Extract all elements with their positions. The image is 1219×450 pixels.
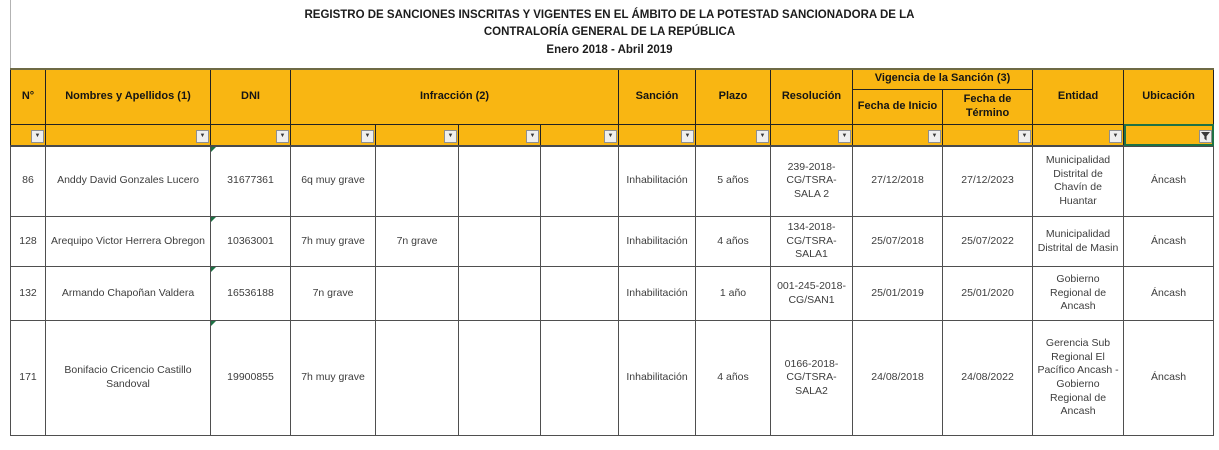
sanctions-table: [10, 68, 1214, 436]
filter-cell-dni[interactable]: [211, 124, 291, 146]
report-title-line1: REGISTRO DE SANCIONES INSCRITAS Y VIGENTES EN EL ÁMBITO DE LA POTESTAD SANCIONADORA DE LA: [304, 9, 915, 21]
cell-dni[interactable]: [211, 217, 291, 267]
cell-dni[interactable]: [211, 321, 291, 436]
filter-dropdown-button[interactable]: ▼: [196, 130, 209, 143]
cell-sancion[interactable]: Inhabilitación: [619, 267, 696, 321]
cell-dni[interactable]: [211, 146, 291, 217]
cell-plazo[interactable]: 5 años: [696, 146, 771, 217]
filter-cell-plazo[interactable]: [696, 124, 771, 146]
cell-infraccion-4[interactable]: [541, 146, 619, 217]
cell-numero[interactable]: 86: [11, 146, 46, 217]
cell-fecha-inicio[interactable]: 24/08/2018: [853, 321, 943, 436]
header-ubicacion: Ubicación: [1124, 69, 1214, 124]
cell-fecha-inicio[interactable]: 25/07/2018: [853, 217, 943, 267]
filter-cell-ubicacion-selected[interactable]: [1124, 124, 1214, 146]
filter-dropdown-button[interactable]: ▼: [756, 130, 769, 143]
filter-cell-fecha-termino[interactable]: [943, 124, 1033, 146]
filter-funnel-button[interactable]: [1199, 130, 1212, 143]
header-sancion: Sanción: [619, 69, 696, 124]
cell-entidad[interactable]: Gobierno Regional de Ancash: [1033, 267, 1124, 321]
cell-infraccion-1[interactable]: 7n grave: [291, 267, 376, 321]
autofilter-row: [11, 124, 1214, 146]
cell-resolucion[interactable]: 0166-2018-CG/TSRA-SALA2: [771, 321, 853, 436]
cell-entidad[interactable]: Municipalidad Distrital de Masin: [1033, 217, 1124, 267]
header-infraccion: Infracción (2): [291, 69, 619, 124]
cell-infraccion-3[interactable]: [459, 217, 541, 267]
cell-ubicacion[interactable]: Áncash: [1124, 146, 1214, 217]
cell-nombres[interactable]: Armando Chapoñan Valdera: [46, 267, 211, 321]
dni-value: 16536188: [227, 286, 274, 299]
cell-plazo[interactable]: 4 años: [696, 321, 771, 436]
filter-cell-infraccion-3[interactable]: [459, 124, 541, 146]
cell-infraccion-4[interactable]: [541, 267, 619, 321]
filter-dropdown-button[interactable]: ▼: [1018, 130, 1031, 143]
header-fecha-inicio: Fecha de Inicio: [853, 89, 943, 124]
cell-ubicacion[interactable]: Áncash: [1124, 267, 1214, 321]
filter-dropdown-button[interactable]: ▼: [838, 130, 851, 143]
cell-infraccion-3[interactable]: [459, 146, 541, 217]
cell-ubicacion[interactable]: Áncash: [1124, 217, 1214, 267]
filter-cell-fecha-inicio[interactable]: [853, 124, 943, 146]
cell-entidad[interactable]: Gerencia Sub Regional El Pacífico Ancash - Gobierno Regional de Ancash: [1033, 321, 1124, 436]
cell-infraccion-2[interactable]: [376, 267, 459, 321]
cell-infraccion-3[interactable]: [459, 321, 541, 436]
cell-infraccion-1[interactable]: 6q muy grave: [291, 146, 376, 217]
header-nombres: Nombres y Apellidos (1): [46, 69, 211, 124]
cell-ubicacion[interactable]: Áncash: [1124, 321, 1214, 436]
cell-fecha-termino[interactable]: 24/08/2022: [943, 321, 1033, 436]
dni-value: 31677361: [227, 174, 274, 187]
cell-nombres[interactable]: Anddy David Gonzales Lucero: [46, 146, 211, 217]
filter-dropdown-button[interactable]: ▼: [361, 130, 374, 143]
cell-nombres[interactable]: Arequipo Victor Herrera Obregon: [46, 217, 211, 267]
filter-cell-entidad[interactable]: [1033, 124, 1124, 146]
cell-sancion[interactable]: Inhabilitación: [619, 146, 696, 217]
cell-sancion[interactable]: Inhabilitación: [619, 321, 696, 436]
table-row: [11, 321, 1214, 436]
filter-cell-resolucion[interactable]: [771, 124, 853, 146]
filter-dropdown-button[interactable]: ▼: [526, 130, 539, 143]
filter-dropdown-button[interactable]: ▼: [928, 130, 941, 143]
error-indicator-icon: [211, 321, 216, 326]
cell-fecha-termino[interactable]: 25/01/2020: [943, 267, 1033, 321]
cell-infraccion-4[interactable]: [541, 321, 619, 436]
cell-nombres[interactable]: Bonifacio Cricencio Castillo Sandoval: [46, 321, 211, 436]
report-title-line2: CONTRALORÍA GENERAL DE LA REPÚBLICA: [483, 26, 736, 39]
table-row: [11, 267, 1214, 321]
header-plazo: Plazo: [696, 69, 771, 124]
filter-cell-sancion[interactable]: [619, 124, 696, 146]
header-resolucion: Resolución: [771, 69, 853, 124]
cell-infraccion-2[interactable]: 7n grave: [376, 217, 459, 267]
filter-dropdown-button[interactable]: ▼: [276, 130, 289, 143]
cell-resolucion[interactable]: 134-2018-CG/TSRA-SALA1: [771, 217, 853, 267]
cell-dni[interactable]: [211, 267, 291, 321]
cell-infraccion-3[interactable]: [459, 267, 541, 321]
cell-resolucion[interactable]: 239-2018-CG/TSRA-SALA 2: [771, 146, 853, 217]
table-row: [11, 217, 1214, 267]
error-indicator-icon: [211, 147, 216, 152]
cell-infraccion-2[interactable]: [376, 146, 459, 217]
filter-dropdown-button[interactable]: ▼: [444, 130, 457, 143]
header-numero: N°: [11, 69, 46, 124]
funnel-filter-icon: [1201, 132, 1210, 141]
report-title-line3: Enero 2018 - Abril 2019: [546, 43, 673, 56]
cell-sancion[interactable]: Inhabilitación: [619, 217, 696, 267]
header-entidad: Entidad: [1033, 69, 1124, 124]
cell-numero[interactable]: 132: [11, 267, 46, 321]
header-fecha-termino: Fecha de Término: [943, 89, 1033, 124]
cell-fecha-inicio[interactable]: 25/01/2019: [853, 267, 943, 321]
header-vigencia: Vigencia de la Sanción (3): [853, 69, 1033, 89]
cell-infraccion-2[interactable]: [376, 321, 459, 436]
dni-value: 10363001: [227, 234, 274, 247]
error-indicator-icon: [211, 267, 216, 272]
filter-cell-numero[interactable]: [11, 124, 46, 146]
filter-cell-nombres[interactable]: [46, 124, 211, 146]
filter-dropdown-button[interactable]: ▼: [604, 130, 617, 143]
table-row: [11, 146, 1214, 217]
cell-fecha-inicio[interactable]: 27/12/2018: [853, 146, 943, 217]
cell-plazo[interactable]: 1 año: [696, 267, 771, 321]
filter-cell-infraccion-4[interactable]: [541, 124, 619, 146]
filter-cell-infraccion-2[interactable]: [376, 124, 459, 146]
error-indicator-icon: [211, 217, 216, 222]
cell-numero[interactable]: 171: [11, 321, 46, 436]
cell-fecha-termino[interactable]: 27/12/2023: [943, 146, 1033, 217]
filter-cell-infraccion-1[interactable]: [291, 124, 376, 146]
cell-plazo[interactable]: 4 años: [696, 217, 771, 267]
dni-value: 19900855: [227, 371, 274, 384]
cell-infraccion-1[interactable]: 7h muy grave: [291, 321, 376, 436]
cell-numero[interactable]: 128: [11, 217, 46, 267]
cell-infraccion-4[interactable]: [541, 217, 619, 267]
cell-resolucion[interactable]: 001-245-2018-CG/SAN1: [771, 267, 853, 321]
cell-infraccion-1[interactable]: 7h muy grave: [291, 217, 376, 267]
cell-entidad[interactable]: Municipalidad Distrital de Chavín de Huantar: [1033, 146, 1124, 217]
filter-dropdown-button[interactable]: ▼: [31, 130, 44, 143]
filter-dropdown-button[interactable]: ▼: [1109, 130, 1122, 143]
header-dni: DNI: [211, 69, 291, 124]
report-title: [0, 7, 1219, 59]
cell-fecha-termino[interactable]: 25/07/2022: [943, 217, 1033, 267]
filter-dropdown-button[interactable]: ▼: [681, 130, 694, 143]
